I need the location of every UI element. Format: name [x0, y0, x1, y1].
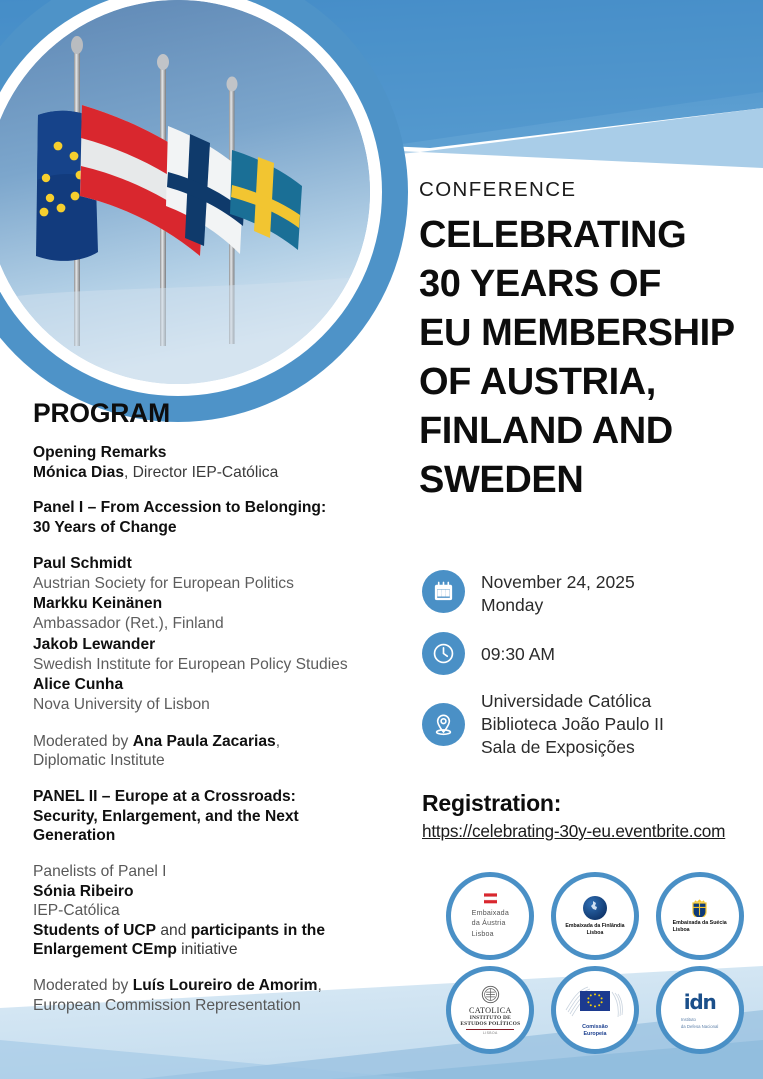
opening-speaker: [33, 463, 408, 483]
clock-icon: [422, 632, 465, 675]
program-section: [33, 398, 408, 1031]
flags-image: [0, 0, 370, 384]
date-text: [481, 570, 635, 618]
program-block-panel1-speakers: [33, 554, 408, 716]
location-pin-icon: [422, 703, 465, 746]
moderator-comma: ,: [275, 732, 281, 750]
moderator-affiliation: European Commission Representation: [33, 996, 301, 1014]
logo-text: [565, 923, 624, 937]
speaker-name: Paul Schmidt: [33, 554, 132, 572]
title-line: CELEBRATING: [419, 214, 687, 256]
title-line: OF AUSTRIA,: [419, 361, 656, 404]
speaker-affiliation: Austrian Society for European Politics: [33, 574, 294, 592]
moderator-name: Luís Loureiro de Amorim: [132, 977, 318, 995]
weekday-line: Monday: [481, 595, 544, 616]
moderator-lead: Moderated by: [33, 977, 133, 995]
detail-location: [422, 689, 763, 760]
panel2-title-line: Generation: [33, 827, 116, 845]
logo-line: da Áustria: [471, 919, 506, 928]
speaker-entry: [33, 675, 408, 716]
speaker-affiliation: Ambassador (Ret.), Finland: [33, 615, 224, 633]
moderator-line: [33, 976, 408, 996]
logo-idn: [656, 966, 744, 1054]
moderator-name: Ana Paula Zacarias: [132, 732, 276, 750]
detail-date: [422, 570, 763, 618]
logo-strip: [440, 872, 750, 1054]
logo-embassy-finland: [551, 872, 639, 960]
logo-line: ESTUDOS POLÍTICOS: [460, 1021, 521, 1027]
title-line: 30 YEARS OF: [419, 263, 661, 306]
registration-block: [422, 790, 763, 842]
logo-line: Lisboa: [586, 930, 604, 936]
program-block-panel2-title: [33, 787, 408, 846]
logo-line: Embaixada da Finlândia: [565, 922, 625, 929]
speaker-entry: [33, 594, 408, 635]
logo-line: Embaixada da Suécia: [672, 919, 727, 926]
logo-line: Instituto: [680, 1017, 696, 1023]
location-text: [481, 689, 664, 760]
speaker-affiliation: Nova University of Lisbon: [33, 696, 210, 714]
students-bold-b: participants in the: [190, 921, 326, 939]
program-title: PROGRAM: [33, 398, 170, 428]
logo-line: Comissão: [582, 1023, 608, 1030]
logo-line: CATOLICA: [468, 1006, 512, 1015]
divider: [466, 1029, 514, 1030]
moderator-affiliation: Diplomatic Institute: [33, 752, 165, 770]
logo-european-commission: [551, 966, 639, 1054]
time-text: [481, 632, 555, 666]
students-rest: initiative: [176, 941, 238, 959]
logo-line: INSTITUTO DE: [469, 1015, 511, 1021]
program-block-panel1-title: [33, 498, 408, 537]
venue-line: Biblioteca João Paulo II: [481, 713, 664, 734]
registration-link[interactable]: https://celebrating-30y-eu.eventbrite.com: [422, 821, 726, 841]
program-block-panel1-moderator: [33, 732, 408, 771]
title-line: SWEDEN: [419, 459, 584, 502]
venue-line: Universidade Católica: [481, 690, 652, 711]
panel2-title-line: PANEL II – Europe at a Crossroads:: [33, 787, 296, 805]
idn-wordmark: idn: [683, 990, 716, 1015]
students-line: [33, 921, 408, 941]
speaker-affiliation: , Director IEP-Católica: [124, 463, 279, 481]
time-line: 09:30 AM: [481, 643, 555, 664]
title-block: [419, 178, 763, 505]
page-title: [419, 211, 763, 505]
panel2-title-line: Security, Enlargement, and the Next: [33, 807, 299, 825]
flags-photo: [0, 0, 408, 422]
panel1-title-line: 30 Years of Change: [33, 518, 177, 536]
european-commission-flag-icon: [564, 982, 626, 1022]
speaker-entry: [33, 635, 408, 676]
finland-lion-emblem-icon: [582, 895, 608, 921]
title-line: EU MEMBERSHIP: [419, 312, 735, 355]
logo-catolica-iep: [446, 966, 534, 1054]
speaker-entry: [33, 554, 408, 595]
speaker-name: Alice Cunha: [33, 676, 124, 694]
logo-line: Lisboa: [471, 929, 494, 938]
students-line: [33, 940, 408, 960]
program-block-panel2-moderator: [33, 976, 408, 1015]
registration-label: Registration:: [422, 790, 562, 816]
students-bold-a: Students of UCP: [33, 921, 157, 939]
logo-text: [673, 920, 727, 935]
logo-line: LISBOA: [483, 1031, 498, 1035]
logo-embassy-austria: [446, 872, 534, 960]
program-block-opening: [33, 443, 408, 482]
moderator-lead: Moderated by: [33, 732, 133, 750]
speaker-name: Markku Keinänen: [33, 595, 163, 613]
panel1-title-line: Panel I – From Accession to Belonging:: [33, 499, 327, 517]
venue-line: Sala de Exposições: [481, 737, 635, 758]
moderator-comma: ,: [317, 977, 322, 995]
program-block-panel2-speakers: [33, 862, 408, 960]
logo-line: da Defesa Nacional: [680, 1023, 719, 1029]
title-line: FINLAND AND: [419, 410, 673, 453]
catolica-seal-icon: [481, 985, 500, 1004]
event-details: [422, 570, 763, 773]
opening-heading: Opening Remarks: [33, 444, 167, 461]
kicker-label: CONFERENCE: [419, 178, 577, 201]
logo-line: Lisboa: [672, 927, 690, 933]
speaker-affiliation: IEP-Católica: [33, 902, 120, 920]
panelists-note: Panelists of Panel I: [33, 862, 167, 880]
students-mid: and: [156, 921, 191, 939]
logo-text: [582, 1024, 608, 1038]
date-line: November 24, 2025: [481, 572, 635, 592]
speaker-affiliation: Swedish Institute for European Policy Studies: [33, 655, 348, 673]
moderator-line: [33, 732, 408, 752]
logo-text: [681, 1017, 719, 1029]
austria-flag-icon: [484, 893, 497, 904]
speaker-name: Jakob Lewander: [33, 635, 156, 653]
students-bold-c: Enlargement CEmp: [33, 941, 177, 959]
logo-line: Embaixada: [471, 909, 509, 918]
logo-line: Europeia: [583, 1031, 607, 1037]
sweden-crest-icon: [692, 898, 707, 917]
speaker-name: Mónica Dias: [33, 463, 124, 481]
speaker-name: Sónia Ribeiro: [33, 882, 134, 900]
logo-text: [472, 908, 509, 939]
calendar-icon: [422, 570, 465, 613]
detail-time: [422, 632, 763, 675]
logo-embassy-sweden: [656, 872, 744, 960]
